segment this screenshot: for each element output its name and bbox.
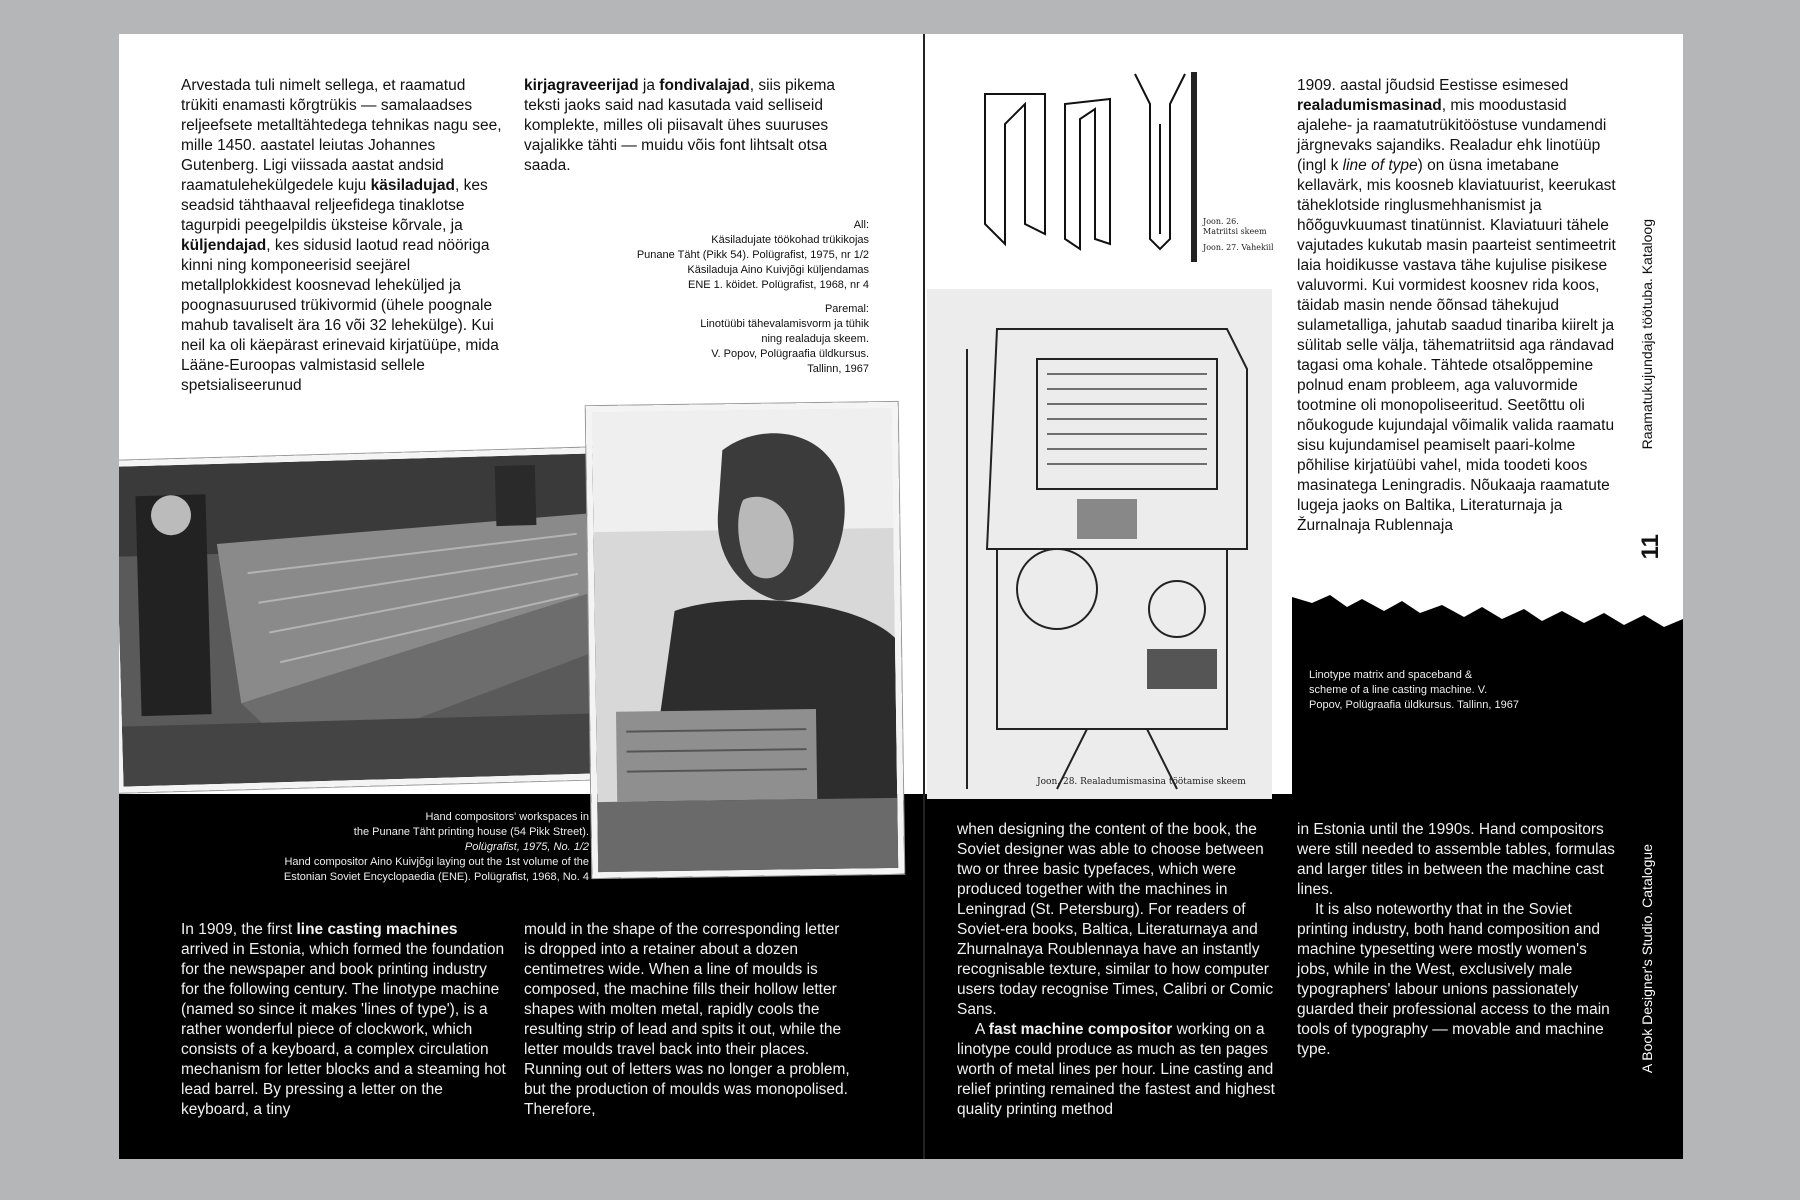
caption-line: the Punane Täht printing house (54 Pikk Street). — [353, 826, 589, 838]
text-run: in Estonia until the 1990s. Hand compositors were still needed to assemble tables, formulas and larger titles in between the machine cast lines. — [1297, 821, 1615, 898]
text-run: when designing the content of the book, the Soviet designer was able to choose between two or three basic typefaces, which were produced together with the machines in Leningrad (St. Petersburg). For readers of Soviet-era books, Baltica, Literaturnaya and Zhurnalnaya Roublennaya have an instantly recognisable texture, similar to how computer users today recognise Times, Calibri or Comic Sans. — [957, 821, 1274, 1018]
text-run: working on a linotype could produce as much as ten pages worth of metal lines per hour. Line casting and relief printing remained the fastest and highest quality printing method — [957, 1021, 1275, 1118]
running-head-en: A Book Designer's Studio. Catalogue — [1639, 844, 1655, 1074]
bold-term: küljendajad — [181, 237, 267, 254]
caption-line: Punane Täht (Pikk 54). Polügrafist, 1975, nr 1/2 — [636, 249, 869, 261]
text-run: ) on üsna imetabane kellavärk, mis koosneb klaviatuurist, keerukast täheklotside ringlusmehhanismist ja hõõguvkuumast tinatünnist. Klaviatuuri tähele vajutades kukutab masin paarteist sentimeetrit laia hoidikusse vastava tähe kujulise pisikese valuvormi. Kui vormidest koosnev rida koos, täidab masin nende õõnsad tähekujud sulametalliga, jahutab saadud tinariba kiirelt ja sülitab selle välja, tähematriitsid aga rändavad tagasi oma kohale. Tähtede otsalõppemine polnud enam probleem, aga valuvormide tootmine oli monopoliseeritud. Seetõttu oli nõukogude kujundajal võimalik valida raamatu sisu kujundamisel peamiselt paari-kolme põhilise kirjatüübi vahel, mida toodeti koos masinatega Leningradis. Nõukaaja raamatute lugeja jaoks on Baltika, Literaturnaja ja Žurnalnaja Rublennaja — [1297, 157, 1616, 534]
diagram-label: Matriitsi skeem — [1203, 227, 1267, 236]
et-text-column-3 — [1297, 76, 1622, 536]
caption-line: V. Popov, Polügraafia üldkursus. — [711, 348, 869, 360]
paragraph — [524, 76, 854, 176]
caption-en-left — [179, 810, 589, 885]
caption-line: Käsiladujate töökohad trükikojas — [711, 234, 869, 246]
text-run: arrived in Estonia, which formed the foundation for the newspaper and book printing industry for the following century. The linotype machine (named so since it makes 'lines of type'), is a rather wonderful piece of clockwork, which consists of a keyboard, a complex circulation mechanism for letter blocks and a steaming hot lead barrel. By pressing a letter on the keyboard, a tiny — [181, 941, 506, 1118]
caption-line: Käsiladuja Aino Kuivjõgi küljendamas — [687, 264, 869, 276]
caption-line: ENE 1. köidet. Polügrafist, 1968, nr 4 — [688, 279, 869, 291]
running-head-et: Raamatukujundaja töötuba. Kataloog — [1639, 219, 1655, 450]
paragraph — [957, 820, 1275, 1020]
caption-et-right — [579, 302, 869, 377]
paragraph — [1297, 900, 1622, 1060]
text-run: , mis moodustasid ajalehe- ja raamatutrükitööstuse vundamendi järgnevaks sajandiks. Realadur ehk linotüüp (ingl k — [1297, 97, 1607, 174]
paragraph — [1297, 820, 1622, 900]
bold-term: fast machine compositor — [988, 1021, 1173, 1038]
caption-head: Paremal: — [824, 303, 869, 315]
caption-line: Linotüübi tähevalamisvorm ja tühik — [700, 318, 869, 330]
gutter — [923, 34, 925, 1159]
bold-term: line casting machines — [296, 921, 458, 938]
text-run: In 1909, the first — [181, 921, 297, 938]
en-text-column-1 — [181, 920, 506, 1120]
text-run: ja — [638, 77, 660, 94]
diagram-label: Joon. 28. Realadumismasina töötamise skeem — [1037, 777, 1246, 787]
caption-et-below — [579, 218, 869, 293]
en-text-column-3 — [957, 820, 1275, 1120]
caption-line: Popov, Polügraafia üldkursus. Tallinn, 1967 — [1309, 699, 1519, 711]
text-run: Arvestada tuli nimelt sellega, et raamatud trükiti enamasti kõrgtrükis — samalaadses reljeefsete metalltähtedega tehnikas nagu see, mille 1450. aastatel leiutas Johannes Gutenberg. Ligi viissada aastat andsid raamatulehekülgedele kuju — [181, 77, 502, 194]
bold-term: fondivalajad — [659, 77, 750, 94]
paragraph — [1297, 76, 1622, 536]
photo-compositor-workshop — [119, 447, 610, 793]
diagram-label: Joon. 27. Vahekiil — [1203, 243, 1273, 252]
italic-term: line of type — [1342, 157, 1418, 174]
photo-compositor-portrait — [586, 402, 905, 878]
text-run: 1909. aastal jõudsid Eestisse esimesed — [1297, 77, 1569, 94]
caption-line: scheme of a line casting machine. V. — [1309, 684, 1488, 696]
bold-term: realadumismasinad — [1297, 97, 1442, 114]
et-text-column-1 — [181, 76, 506, 396]
caption-line: Hand compositors' workspaces in — [425, 811, 589, 823]
bold-term: käsiladujad — [370, 177, 456, 194]
caption-line: ning realaduja skeem. — [761, 333, 869, 345]
en-text-column-4 — [1297, 820, 1622, 1060]
caption-head: All: — [853, 219, 869, 231]
page-number: 11 — [1637, 534, 1664, 560]
caption-line: Estonian Soviet Encyclopaedia (ENE). Polügrafist, 1968, No. 4 — [283, 871, 589, 883]
paragraph — [524, 920, 854, 1120]
text-run: mould in the shape of the corresponding letter is dropped into a retainer about a dozen centimetres wide. When a line of moulds is composed, the machine fills their hollow letter shapes with molten metal, rapidly cools the resulting strip of lead and spits it out, while the letter moulds travel back into their places. Running out of letters was no longer a problem, but the production of moulds was monopolised. Therefore, — [524, 921, 850, 1118]
text-run: , kes seadsid tähthaaval reljeefidega tinaklotse tagurpidi peegelpildis üksteise kõrvale, ja — [181, 177, 488, 234]
caption-en-right — [1309, 668, 1589, 713]
text-run: , siis pikema teksti jaoks said nad kasutada vaid selliseid komplekte, milles oli piisavalt ühes suuruses vajalikke tähti — muidu võis font lihtsalt otsa saada. — [524, 77, 836, 174]
text-run: It is also noteworthy that in the Soviet printing industry, both hand composition and machine typesetting were mostly women's jobs, while in the West, exclusively male typographers' labour unions passionately guarded their professional access to the main tools of typography — movable and machine type. — [1297, 901, 1610, 1058]
text-run: A — [975, 1021, 989, 1038]
book-spread — [119, 34, 1683, 1159]
torn-paper-edge — [1292, 589, 1683, 649]
diagram-linotype-machine — [927, 289, 1272, 799]
diagram-matrix — [955, 64, 1273, 269]
caption-line: Hand compositor Aino Kuivjõgi laying out the 1st volume of the — [284, 856, 589, 868]
paragraph — [181, 920, 506, 1120]
diagram-label: Joon. 26. — [1203, 217, 1239, 226]
en-text-column-2 — [524, 920, 854, 1120]
black-torn-area — [1292, 634, 1683, 834]
paragraph — [181, 76, 506, 396]
et-text-column-2 — [524, 76, 854, 176]
paragraph — [957, 1020, 1275, 1120]
caption-line: Linotype matrix and spaceband & — [1309, 669, 1473, 681]
bold-term: kirjagraveerijad — [524, 77, 639, 94]
caption-line: Polügrafist, 1975, No. 1/2 — [464, 841, 589, 853]
caption-line: Tallinn, 1967 — [807, 363, 869, 375]
text-run: , kes sidusid laotud read nööriga kinni ning komponeerisid seejärel metallplokkidest koosnevad leheküljed ja poognasuurused trükivormid (ühele poognale mahub tavaliselt ära 16 või 32 lehekülge). Kui neil ka oli käepärast erinevaid kirjatüüpe, mida Lääne-Euroopas valmistasid sellele spetsialiseerunud — [181, 237, 499, 394]
